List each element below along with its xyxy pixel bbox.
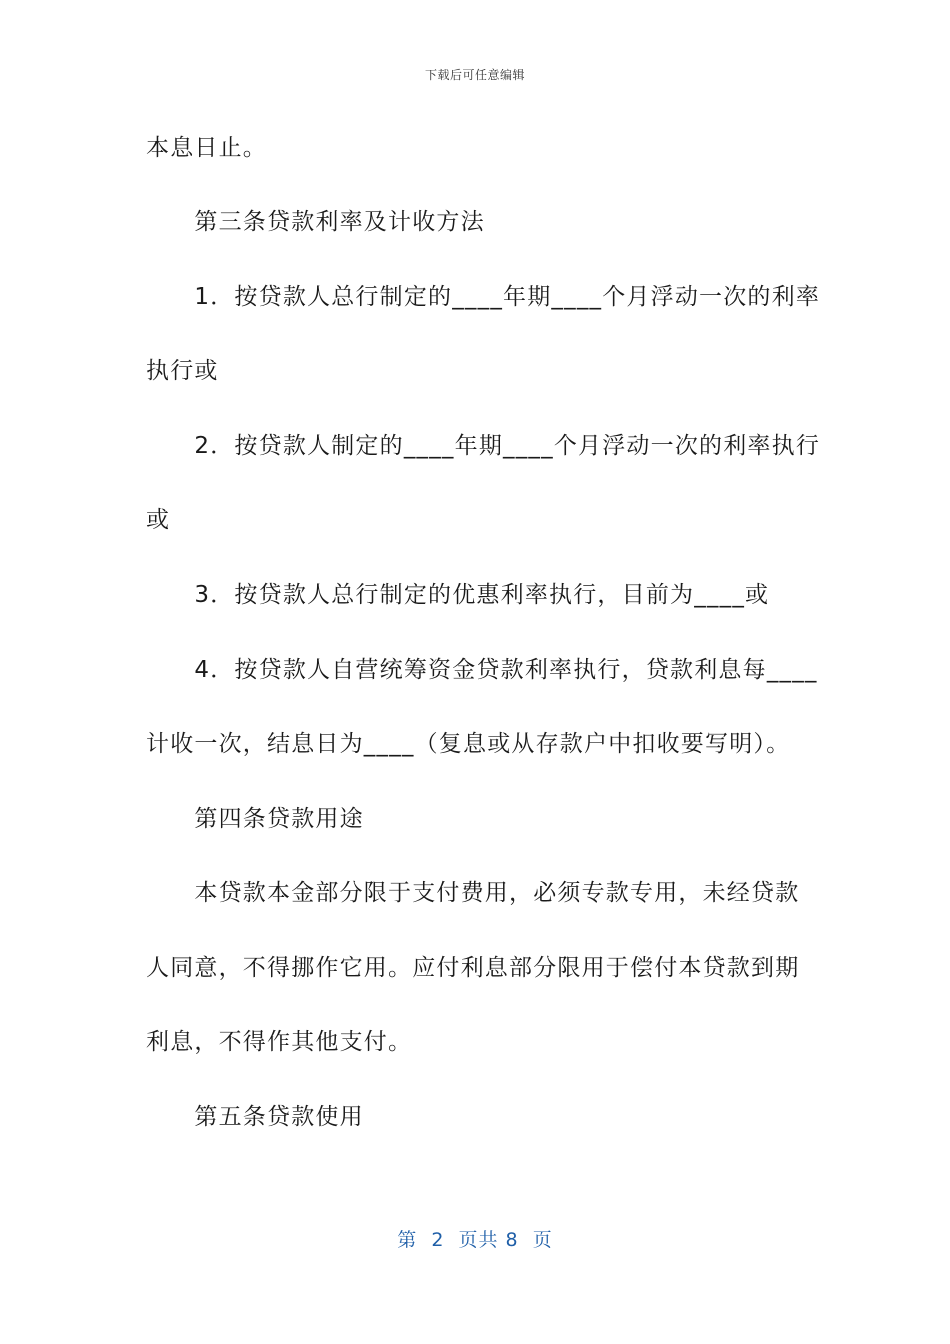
- body-text-line: 利息，不得作其他支付。: [146, 1029, 413, 1055]
- body-text-line: 1．按贷款人总行制定的____年期____个月浮动一次的利率: [146, 284, 821, 310]
- body-text-line: 2．按贷款人制定的____年期____个月浮动一次的利率执行: [146, 433, 821, 459]
- page-number-footer: 第 2 页共 8 页: [397, 1229, 553, 1251]
- body-text-line: 执行或: [146, 358, 219, 384]
- body-text-line: 计收一次，结息日为____（复息或从存款户中扣收要写明）。: [146, 731, 791, 757]
- body-text-line: 人同意，不得挪作它用。应付利息部分限用于偿付本贷款到期: [146, 955, 800, 981]
- body-text-line: 4．按贷款人自营统筹资金贷款利率执行，贷款利息每____: [146, 657, 818, 683]
- section-heading: 第三条贷款利率及计收方法: [146, 209, 485, 235]
- section-heading: 第四条贷款用途: [146, 806, 364, 832]
- page-header-note: 下载后可任意编辑: [424, 68, 525, 82]
- body-text-line: 本息日止。: [146, 135, 267, 161]
- body-text-line: 3．按贷款人总行制定的优惠利率执行，目前为____或: [146, 582, 770, 608]
- body-text-line: 或: [146, 507, 171, 533]
- body-text-line: 本贷款本金部分限于支付费用，必须专款专用，未经贷款: [146, 880, 800, 906]
- section-heading: 第五条贷款使用: [146, 1104, 364, 1130]
